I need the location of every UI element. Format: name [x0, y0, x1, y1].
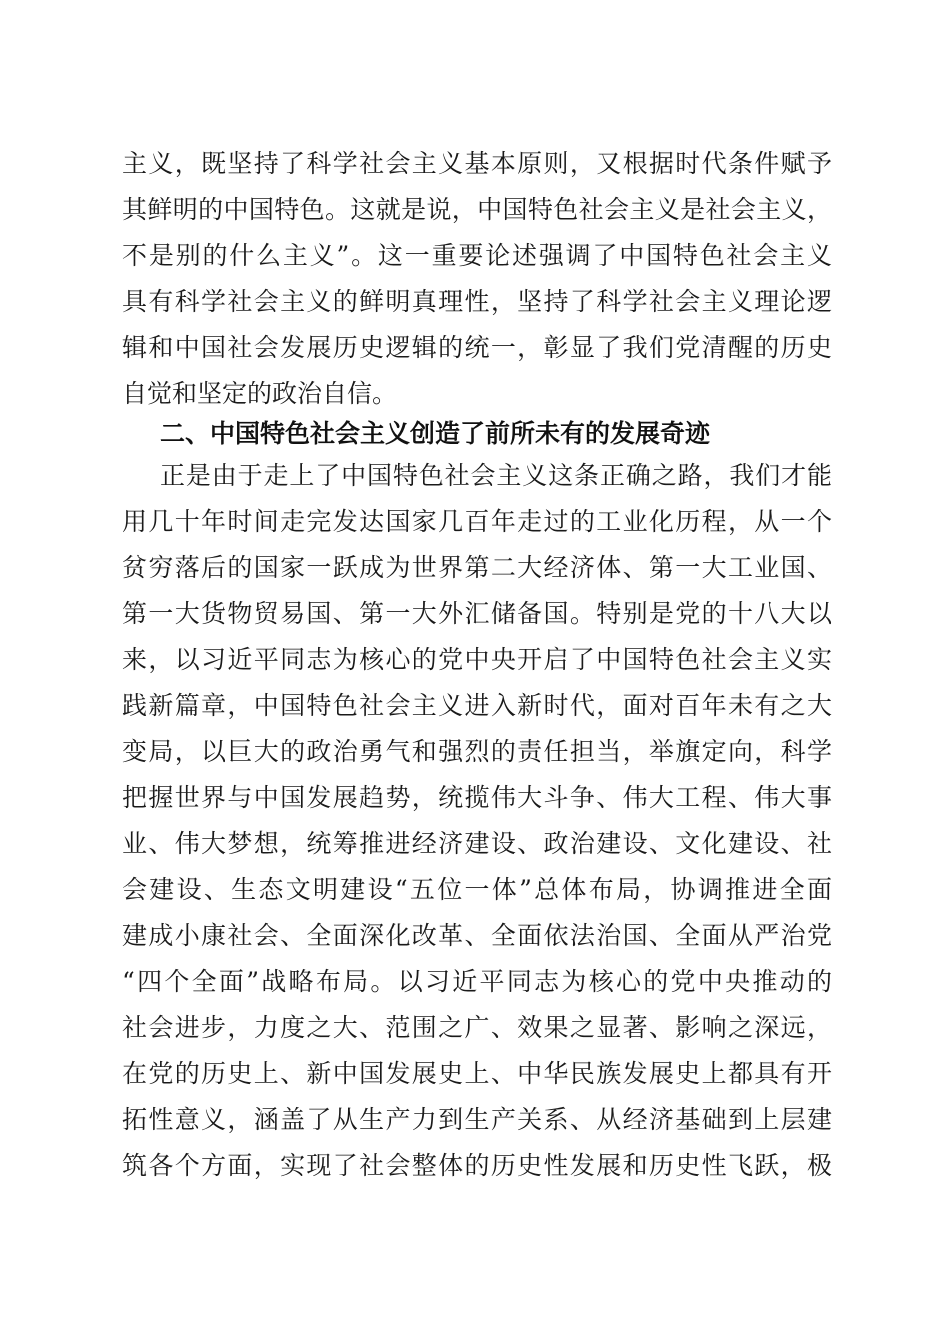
paragraph-line: 建成小康社会、全面深化改革、全面依法治国、全面从严治党: [122, 921, 832, 950]
paragraph-line: 把握世界与中国发展趋势，统揽伟大斗争、伟大工程、伟大事: [122, 783, 832, 812]
section-heading: 二、中国特色社会主义创造了前所未有的发展奇迹: [160, 419, 711, 448]
paragraph-line: 贫穷落后的国家一跃成为世界第二大经济体、第一大工业国、: [122, 553, 832, 582]
paragraph-line: 主义，既坚持了科学社会主义基本原则，又根据时代条件赋予: [122, 149, 832, 178]
paragraph-line: 不是别的什么主义”。这一重要论述强调了中国特色社会主义: [122, 241, 832, 270]
paragraph-line: 自觉和坚定的政治自信。: [122, 379, 398, 408]
paragraph-line: 会建设、生态文明建设“五位一体”总体布局，协调推进全面: [122, 875, 832, 904]
paragraph-line: 变局，以巨大的政治勇气和强烈的责任担当，举旗定向，科学: [122, 737, 832, 766]
paragraph-line: 在党的历史上、新中国发展史上、中华民族发展史上都具有开: [122, 1059, 832, 1088]
paragraph-line: 辑和中国社会发展历史逻辑的统一，彰显了我们党清醒的历史: [122, 333, 832, 362]
paragraph-line: 筑各个方面，实现了社会整体的历史性发展和历史性飞跃，极: [122, 1151, 832, 1180]
paragraph-line: 拓性意义，涵盖了从生产力到生产关系、从经济基础到上层建: [122, 1105, 832, 1134]
paragraph-line: 第一大货物贸易国、第一大外汇储备国。特别是党的十八大以: [122, 599, 832, 628]
paragraph-line: 践新篇章，中国特色社会主义进入新时代，面对百年未有之大: [122, 691, 832, 720]
paragraph-line: 来，以习近平同志为核心的党中央开启了中国特色社会主义实: [122, 645, 832, 674]
paragraph-line: 业、伟大梦想，统筹推进经济建设、政治建设、文化建设、社: [122, 829, 832, 858]
paragraph-line: “四个全面”战略布局。以习近平同志为核心的党中央推动的: [122, 967, 832, 996]
paragraph-line: 具有科学社会主义的鲜明真理性，坚持了科学社会主义理论逻: [122, 287, 832, 316]
paragraph-line: 社会进步，力度之大、范围之广、效果之显著、影响之深远，: [122, 1013, 832, 1042]
paragraph-line: 正是由于走上了中国特色社会主义这条正确之路，我们才能: [160, 461, 832, 490]
paragraph-line: 其鲜明的中国特色。这就是说，中国特色社会主义是社会主义，: [122, 195, 832, 224]
paragraph-line: 用几十年时间走完发达国家几百年走过的工业化历程，从一个: [122, 507, 832, 536]
